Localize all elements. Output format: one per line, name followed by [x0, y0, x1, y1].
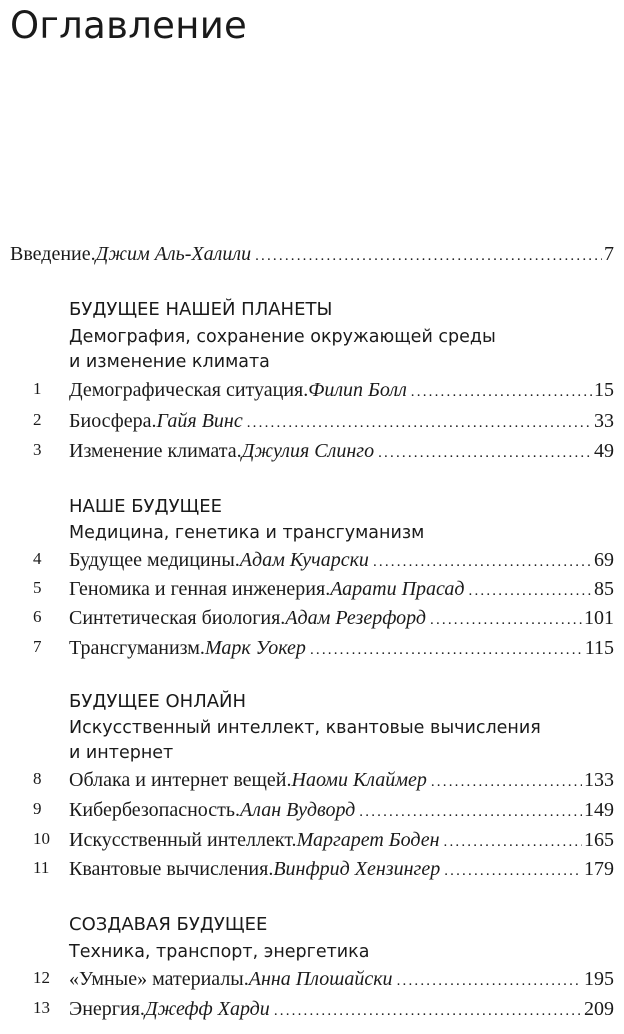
leader-dots: [469, 583, 593, 600]
entry-number: 12: [33, 968, 50, 987]
leader-dots: [310, 642, 583, 659]
entry-title: Изменение климата.: [69, 440, 242, 462]
entry-number: 2: [33, 410, 42, 429]
entry-page: 165: [584, 829, 614, 851]
section-subtitle-line: Техника, транспорт, энергетика: [69, 942, 370, 962]
entry-author: Винфрид Хензингер: [273, 858, 441, 880]
entry-page: 115: [584, 637, 614, 659]
entry-author: Алан Вудворд: [240, 799, 356, 821]
entry-page: 15: [594, 379, 614, 401]
entry-title: Облака и интернет вещей.: [69, 769, 292, 791]
entry-author: Джефф Харди: [144, 998, 270, 1020]
entry-author: Адам Резерфорд: [285, 607, 426, 629]
section-subtitle-line: Медицина, генетика и трансгуманизм: [69, 523, 425, 543]
entry-author: Гайя Винс: [156, 410, 243, 432]
entry-title: Будущее медицины.: [69, 549, 240, 571]
toc-entry[interactable]: [33, 637, 614, 660]
leader-dots: [431, 774, 582, 791]
leader-dots: [255, 248, 602, 265]
section-subtitle: [69, 325, 609, 375]
entry-author: Адам Кучарски: [239, 549, 369, 571]
toc-entry[interactable]: [33, 998, 614, 1021]
section-title: БУДУЩЕЕ НАШЕЙ ПЛАНЕТЫ: [69, 299, 333, 320]
entry-page: 101: [584, 607, 614, 629]
section-subtitle: [69, 716, 609, 766]
toc-entry[interactable]: [33, 549, 614, 572]
leader-dots: [247, 415, 592, 432]
section-subtitle-line: и изменение климата: [69, 352, 270, 372]
entry-author: Марк Уокер: [204, 637, 306, 659]
toc-entry-intro[interactable]: [10, 243, 614, 266]
leader-dots: [411, 384, 592, 401]
entry-page: 49: [594, 440, 614, 462]
entry-title: Введение.: [10, 243, 96, 265]
section-title: БУДУЩЕЕ ОНЛАЙН: [69, 691, 247, 712]
section-subtitle-line: Искусственный интеллект, квантовые вычисления: [69, 718, 541, 738]
toc-entry[interactable]: [33, 410, 614, 433]
entry-title: Трансгуманизм.: [69, 637, 205, 659]
section-subtitle: [69, 940, 609, 965]
entry-author: Джулия Слинго: [241, 440, 375, 462]
leader-dots: [430, 612, 582, 629]
leader-dots: [378, 445, 592, 462]
entry-author: Наоми Клаймер: [291, 769, 427, 791]
toc-entry[interactable]: [33, 858, 614, 881]
entry-author: Анна Плошайски: [248, 968, 393, 990]
entry-page: 133: [584, 769, 614, 791]
entry-page: 209: [584, 998, 614, 1020]
toc-entry[interactable]: [33, 829, 614, 852]
entry-author: Филип Болл: [308, 379, 407, 401]
leader-dots: [444, 834, 583, 851]
entry-author: Аарати Прасад: [330, 578, 465, 600]
entry-title: Геномика и генная инженерия.: [69, 578, 331, 600]
entry-title: Демографическая ситуация.: [69, 379, 309, 401]
section-subtitle-line: Демография, сохранение окружающей среды: [69, 327, 496, 347]
toc-entry[interactable]: [33, 440, 614, 463]
entry-title: Биосфера.: [69, 410, 157, 432]
entry-number: 10: [33, 829, 50, 848]
entry-page: 33: [594, 410, 614, 432]
section-title: НАШЕ БУДУЩЕЕ: [69, 496, 222, 517]
entry-title: Искусственный интеллект.: [69, 829, 297, 851]
entry-number: 9: [33, 799, 42, 818]
entry-title: Квантовые вычисления.: [69, 858, 274, 880]
entry-number: 11: [33, 858, 50, 877]
entry-page: 7: [604, 243, 614, 265]
toc-entry[interactable]: [33, 379, 614, 402]
toc-entry[interactable]: [33, 578, 614, 601]
entry-author: Джим Аль-Халили: [95, 243, 252, 265]
toc-entry[interactable]: [33, 799, 614, 822]
entry-title: Энергия.: [69, 998, 145, 1020]
entry-number: 8: [33, 769, 42, 788]
toc-entry[interactable]: [33, 607, 614, 630]
entry-title: Кибербезопасность.: [69, 799, 241, 821]
toc-entry[interactable]: [33, 968, 614, 991]
entry-number: 7: [33, 637, 42, 656]
entry-page: 195: [584, 968, 614, 990]
leader-dots: [444, 863, 582, 880]
entry-page: 179: [584, 858, 614, 880]
entry-number: 5: [33, 578, 42, 597]
section-subtitle: [69, 521, 609, 546]
entry-author: Маргарет Боден: [296, 829, 440, 851]
entry-number: 1: [33, 379, 42, 398]
section-subtitle-line: и интернет: [69, 743, 174, 763]
entry-number: 13: [33, 998, 50, 1017]
entry-number: 4: [33, 549, 42, 568]
leader-dots: [359, 804, 582, 821]
leader-dots: [373, 554, 592, 571]
section-title: СОЗДАВАЯ БУДУЩЕЕ: [69, 914, 268, 935]
leader-dots: [397, 973, 582, 990]
leader-dots: [274, 1003, 582, 1020]
entry-number: 6: [33, 607, 42, 626]
entry-page: 85: [594, 578, 614, 600]
toc-entry[interactable]: [33, 769, 614, 792]
entry-page: 69: [594, 549, 614, 571]
page-title: Оглавление: [10, 4, 248, 47]
entry-page: 149: [584, 799, 614, 821]
entry-title: «Умные» материалы.: [69, 968, 249, 990]
entry-number: 3: [33, 440, 42, 459]
entry-title: Синтетическая биология.: [69, 607, 286, 629]
